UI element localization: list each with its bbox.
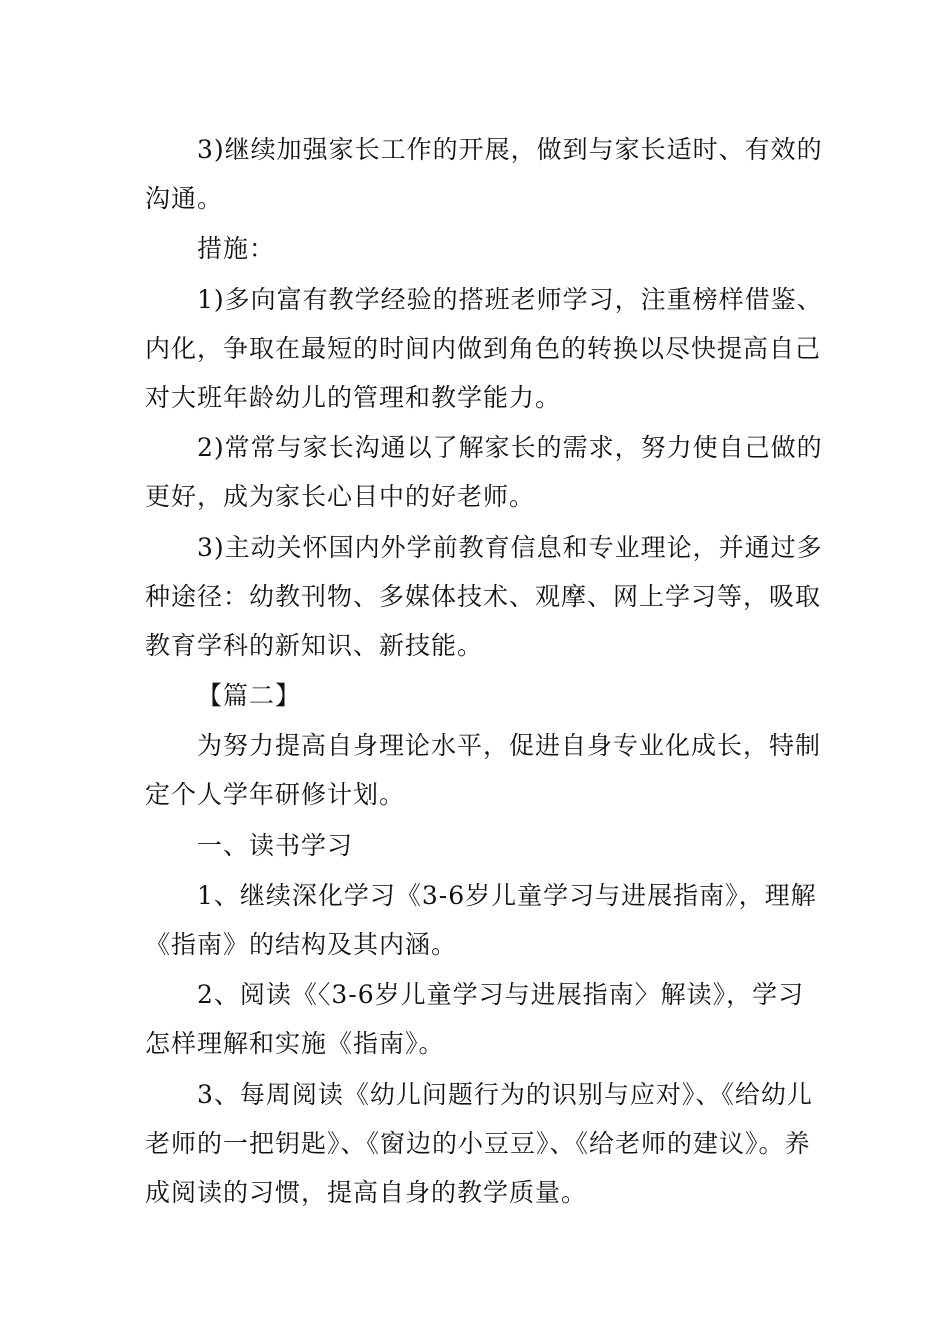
paragraph-plan-intro: 为努力提高自身理论水平，促进自身专业化成长，特制定个人学年研修计划。 <box>145 731 822 809</box>
paragraph-measure-2: 2)常常与家长沟通以了解家长的需求，努力使自己做的更好，成为家长心目中的好老师。 <box>145 433 823 511</box>
paragraph-reading-item-3: 3、每周阅读《幼儿问题行为的识别与应对》、《给幼儿老师的一把钥匙》、《窗边的小豆豆》、《给老师的建议》。养成阅读的习惯，提高自身的教学质量。 <box>145 1080 813 1207</box>
paragraph-parent-communication: 3)继续加强家长工作的开展，做到与家长适时、有效的沟通。 <box>145 135 823 213</box>
paragraph-reading-item-2: 2、阅读《〈3-6岁儿童学习与进展指南〉解读》，学习怎样理解和实施《指南》。 <box>145 980 805 1058</box>
paragraph-measure-1: 1)多向富有教学经验的搭班老师学习，注重榜样借鉴、内化，争取在最短的时间内做到角色的转换以尽快提高自己对大班年龄幼儿的管理和教学能力。 <box>145 285 823 412</box>
paragraph-measure-3: 3)主动关怀国内外学前教育信息和专业理论，并通过多种途径：幼教刊物、多媒体技术、观摩、网上学习等，吸取教育学科的新知识、新技能。 <box>145 533 823 660</box>
paragraph-reading-item-1: 1、继续深化学习《3-6岁儿童学习与进展指南》，理解《指南》的结构及其内涵。 <box>145 881 817 959</box>
subheading-reading-study: 一、读书学习 <box>197 831 354 860</box>
paragraph-measures-heading: 措施： <box>197 234 276 263</box>
section-heading-part-two: 【篇二】 <box>197 681 302 710</box>
